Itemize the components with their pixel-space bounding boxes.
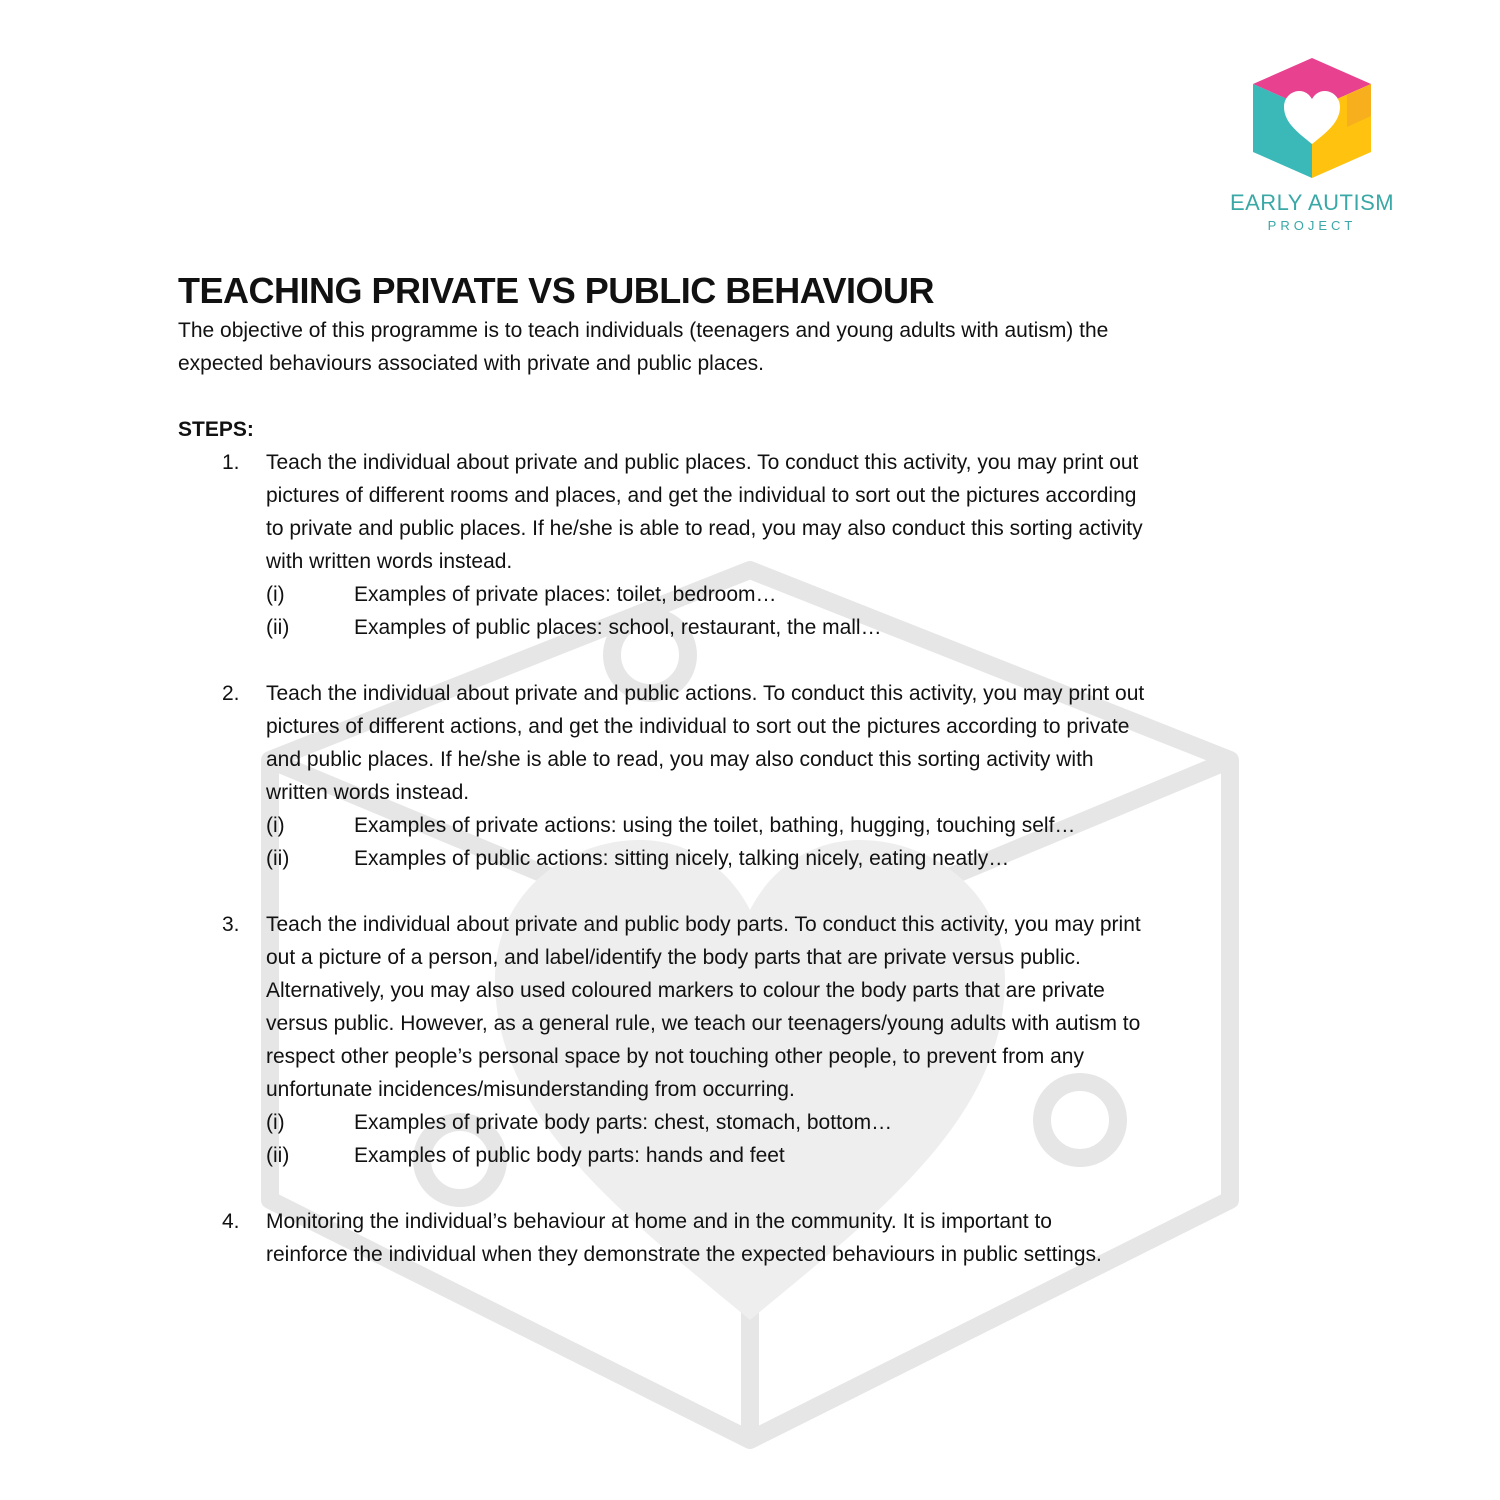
steps-list (178, 446, 1338, 1271)
step-text-line: pictures of different actions, and get the individual to sort out the pictures according to private (266, 715, 1130, 738)
step-text-line: out a picture of a person, and label/identify the body parts that are private versus public. (266, 946, 1081, 969)
example-number: (ii) (266, 847, 290, 870)
step-text-line: to private and public places. If he/she is able to read, you may also conduct this sorting activity (266, 517, 1143, 540)
logo-subtitle: PROJECT (1267, 218, 1357, 233)
step-text-line: with written words instead. (266, 550, 513, 573)
example-number: (ii) (266, 1144, 290, 1167)
example-item (266, 1139, 1338, 1172)
step-item (178, 908, 1338, 1172)
page-title: TEACHING PRIVATE VS PUBLIC BEHAVIOUR (178, 270, 935, 311)
step-text-line: versus public. However, as a general rule, we teach our teenagers/young adults with autism to (266, 1012, 1141, 1035)
example-item (266, 1106, 1338, 1139)
example-text: Examples of public actions: sitting nicely, talking nicely, eating neatly… (354, 847, 1010, 870)
example-number: (i) (266, 1111, 285, 1134)
logo-name: EARLY AUTISM (1229, 190, 1395, 215)
step-item (178, 1205, 1338, 1271)
example-number: (i) (266, 583, 285, 606)
example-text: Examples of public body parts: hands and feet (354, 1144, 785, 1167)
step-text-line: Teach the individual about private and public body parts. To conduct this activity, you may print (266, 913, 1141, 936)
step-number: 2. (222, 682, 240, 705)
example-number: (ii) (266, 616, 290, 639)
document-body (178, 268, 1338, 1304)
step-number: 1. (222, 451, 240, 474)
step-text-line: reinforce the individual when they demonstrate the expected behaviours in public settings. (266, 1243, 1102, 1266)
early-autism-project-logo (1222, 52, 1402, 237)
step-text-line: Teach the individual about private and public actions. To conduct this activity, you may print out (266, 682, 1145, 705)
step-number: 3. (222, 913, 240, 936)
intro-line: expected behaviours associated with private and public places. (178, 352, 765, 375)
example-text: Examples of private actions: using the toilet, bathing, hugging, touching self… (354, 814, 1076, 837)
example-text: Examples of private places: toilet, bedroom… (354, 583, 777, 606)
step-text-line: unfortunate incidences/misunderstanding from occurring. (266, 1078, 795, 1101)
example-text: Examples of public places: school, restaurant, the mall… (354, 616, 882, 639)
step-item (178, 446, 1338, 644)
step-text-line: written words instead. (266, 781, 470, 804)
step-text-line: Teach the individual about private and public places. To conduct this activity, you may print out (266, 451, 1139, 474)
example-item (266, 809, 1338, 842)
example-item (266, 842, 1338, 875)
example-item (266, 611, 1338, 644)
step-item (178, 677, 1338, 875)
step-text-line: and public places. If he/she is able to read, you may also conduct this sorting activity with (266, 748, 1094, 771)
example-text: Examples of private body parts: chest, stomach, bottom… (354, 1111, 893, 1134)
intro-line: The objective of this programme is to teach individuals (teenagers and young adults with autism) the (178, 319, 1109, 342)
step-text-line: Alternatively, you may also used coloured markers to colour the body parts that are private (266, 979, 1105, 1002)
step-number: 4. (222, 1210, 240, 1233)
step-text-line: pictures of different rooms and places, and get the individual to sort out the pictures according (266, 484, 1137, 507)
example-number: (i) (266, 814, 285, 837)
step-text-line: respect other people’s personal space by not touching other people, to prevent from any (266, 1045, 1084, 1068)
step-text-line: Monitoring the individual’s behaviour at home and in the community. It is important to (266, 1210, 1052, 1233)
hexagon-heart-icon (1247, 52, 1377, 182)
steps-heading: STEPS: (178, 418, 254, 441)
example-item (266, 578, 1338, 611)
